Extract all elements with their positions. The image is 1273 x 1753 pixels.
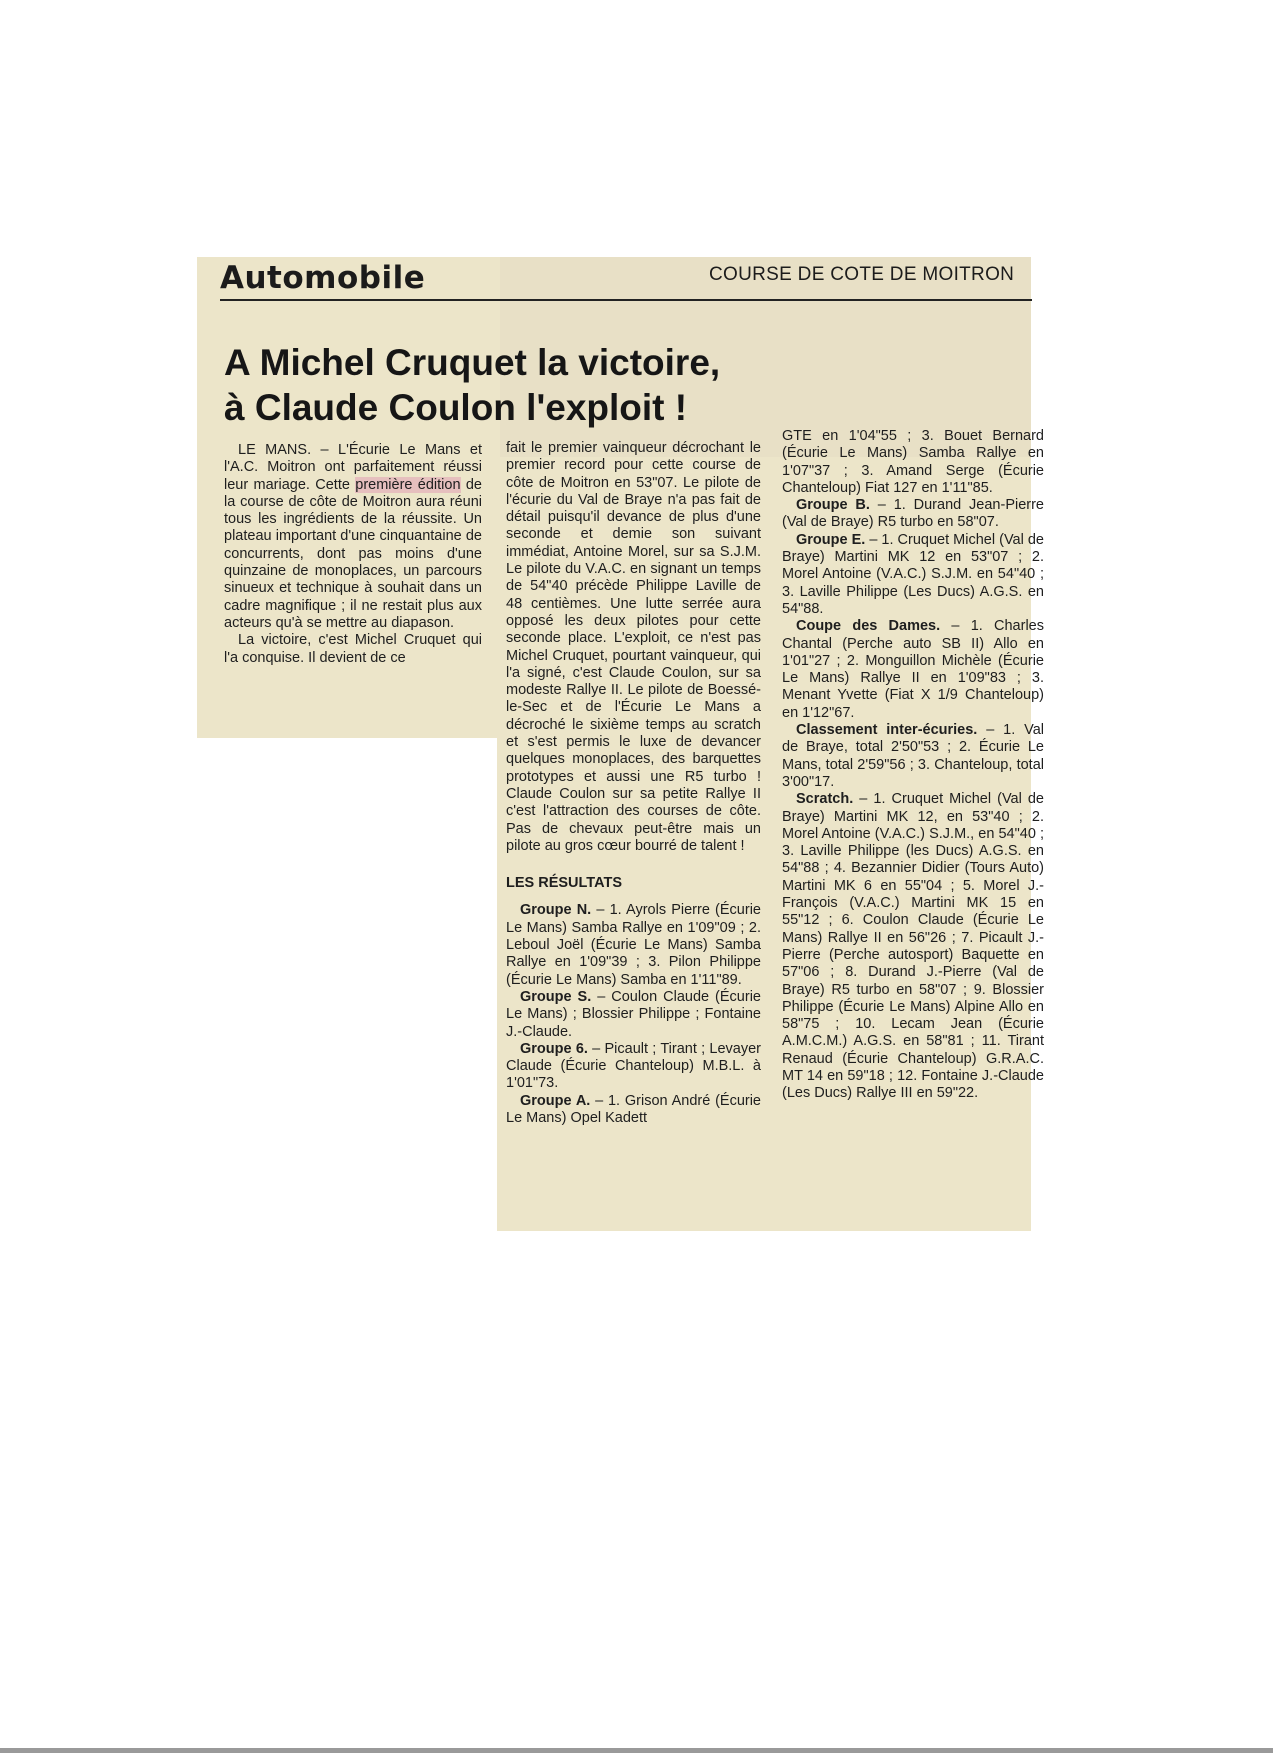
headline-line-1: A Michel Cruquet la victoire, [224,342,721,383]
result-label: Groupe 6. [520,1040,588,1057]
result-label: Classement inter-écuries. [796,722,978,739]
result-text: – Picault ; Tirant ; Levayer Claude (Écurie Chanteloup) M.B.L. à 1'01"73. [506,1040,761,1092]
text-run: LE MANS. – L'Écurie Le Mans et l'A.C. Moitron ont parfaitement réussi leur mariage. Cette [224,442,482,493]
highlighted-text: première édition [355,476,461,493]
result-text: – 1. Val de Braye, total 2'50"53 ; 2. Écurie Le Mans, total 2'59"56 ; 3. Chanteloup, total 3'00"17. [782,722,1044,790]
paragraph: GTE en 1'04"55 ; 3. Bouet Bernard (Écurie Le Mans) Samba Rallye en 1'07"37 ; 3. Amand Serge (Écurie Chanteloup) Fiat 127 en 1'11"85. [782,428,1044,496]
article-column-2 [506,440,761,1127]
result-label: Coupe des Dames. [796,618,941,635]
page-edge [0,1748,1273,1753]
heading-rule [220,299,1032,301]
result-entry [782,497,1044,532]
result-label: Groupe S. [520,988,592,1005]
result-entry [782,618,1044,722]
result-entry [782,791,1044,1102]
result-entry [506,902,761,988]
paragraph [224,442,482,632]
result-label: Groupe N. [520,902,592,919]
result-label: Groupe B. [796,497,870,514]
article-headline [224,340,984,430]
section-rubric: Automobile [220,260,426,296]
result-entry [506,1093,761,1128]
result-entry [782,722,1044,791]
paragraph: fait le premier vainqueur décrochant le premier record pour cette course de côte de Moitron en 53"07. Le pilote de l'écurie du Val de Braye n'a pas fait de détail puisqu'il devance de plus d'une seconde et demie son suivant immédiat, Antoine Morel, sur sa S.J.M. Le pilote du V.A.C. en signant un temps de 54"40 précède Philippe Laville de 48 centièmes. Une lutte serrée aura opposé les deux pilotes pour cette seconde place. L'exploit, ce n'est pas Michel Cruquet, pourtant vainqueur, qui l'a signé, c'est Claude Coulon, sur sa modeste Rallye II. Le pilote de Boessé-le-Sec et de l'Écurie Le Mans a décroché le sixième temps au scratch et s'est permis le luxe de devancer quelques monoplaces, des barquettes prototypes et aussi une R5 turbo ! Claude Coulon sur sa petite Rallye II c'est l'attraction des courses de côte. Pas de chevaux peut-être mais un pilote au gros cœur bourré de talent ! [506,440,761,854]
result-text: – 1. Charles Chantal (Perche auto SB II) Allo en 1'01"27 ; 2. Monguillon Michèle (Écurie Le Mans) Rallye II en 1'09"83 ; 3. Menant Yvette (Fiat X 1/9 Chanteloup) en 1'12"67. [782,618,1044,721]
result-text: – Coulon Claude (Écurie Le Mans) ; Blossier Philippe ; Fontaine J.-Claude. [506,988,761,1040]
result-text: – 1. Durand Jean-Pierre (Val de Braye) R5 turbo en 58"07. [782,497,1044,531]
article-column-3 [782,428,1044,1103]
result-text: – 1. Grison André (Écurie Le Mans) Opel Kadett [506,1092,761,1126]
result-text: – 1. Cruquet Michel (Val de Braye) Martini MK 12 en 53"07 ; 2. Morel Antoine (V.A.C.) S.J.M. en 54"40 ; 3. Laville Philippe (Les Ducs) A.G.S. en 54"88. [782,531,1044,617]
result-text: – 1. Ayrols Pierre (Écurie Le Mans) Samba Rallye en 1'09"09 ; 2. Leboul Joël (Écurie Le Mans) Samba Rallye en 1'09"39 ; 3. Pilon Philippe (Écurie Le Mans) Samba en 1'11"89. [506,902,761,988]
result-label: Scratch. [796,791,854,808]
result-label: Groupe A. [520,1092,591,1109]
result-entry [782,532,1044,618]
article-column-1 [224,442,482,667]
text-run: de la course de côte de Moitron aura réuni tous les ingrédients de la réussite. Un plateau important d'une cinquantaine de concurrents, dont pas moins d'une quinzaine de monoplaces, un parcours sinueux et technique à souhait dans un cadre magnifique ; il ne restait plus aux acteurs qu'à se mettre au diapason. [224,476,482,631]
result-label: Groupe E. [796,531,866,548]
result-entry [506,1041,761,1093]
result-text: – 1. Cruquet Michel (Val de Braye) Martini MK 12, en 53"40 ; 2. Morel Antoine (V.A.C.) S.J.M., en 54"40 ; 3. Laville Philippe (les Ducs) A.G.S. en 54"88 ; 4. Bezannier Didier (Tours Auto) Martini MK 6 en 55"04 ; 5. Morel J.-François (V.A.C.) Martini MK 15 en 55"12 ; 6. Coulon Claude (Écurie Le Mans) Rallye II en 56"26 ; 7. Picault J.-Pierre (Perche autosport) Baquette en 57"06 ; 8. Durand J.-Pierre (Val de Braye) R5 turbo en 58"07 ; 9. Blossier Philippe (Écurie Le Mans) Alpine Allo en 58"75 ; 10. Lecam Jean (Écurie A.M.C.M.) A.G.S. en 58"81 ; 11. Tirant Renaud (Écurie Chanteloup) G.R.A.C. MT 14 en 59"18 ; 12. Fontaine J.-Claude (Les Ducs) Rallye III en 59"22. [782,791,1044,1102]
result-entry [506,989,761,1041]
event-heading: COURSE DE COTE DE MOITRON [709,264,1015,285]
results-heading: LES RÉSULTATS [506,875,622,892]
paragraph: La victoire, c'est Michel Cruquet qui l'a conquise. Il devient de ce [224,632,482,666]
headline-line-2: à Claude Coulon l'exploit ! [224,387,688,428]
